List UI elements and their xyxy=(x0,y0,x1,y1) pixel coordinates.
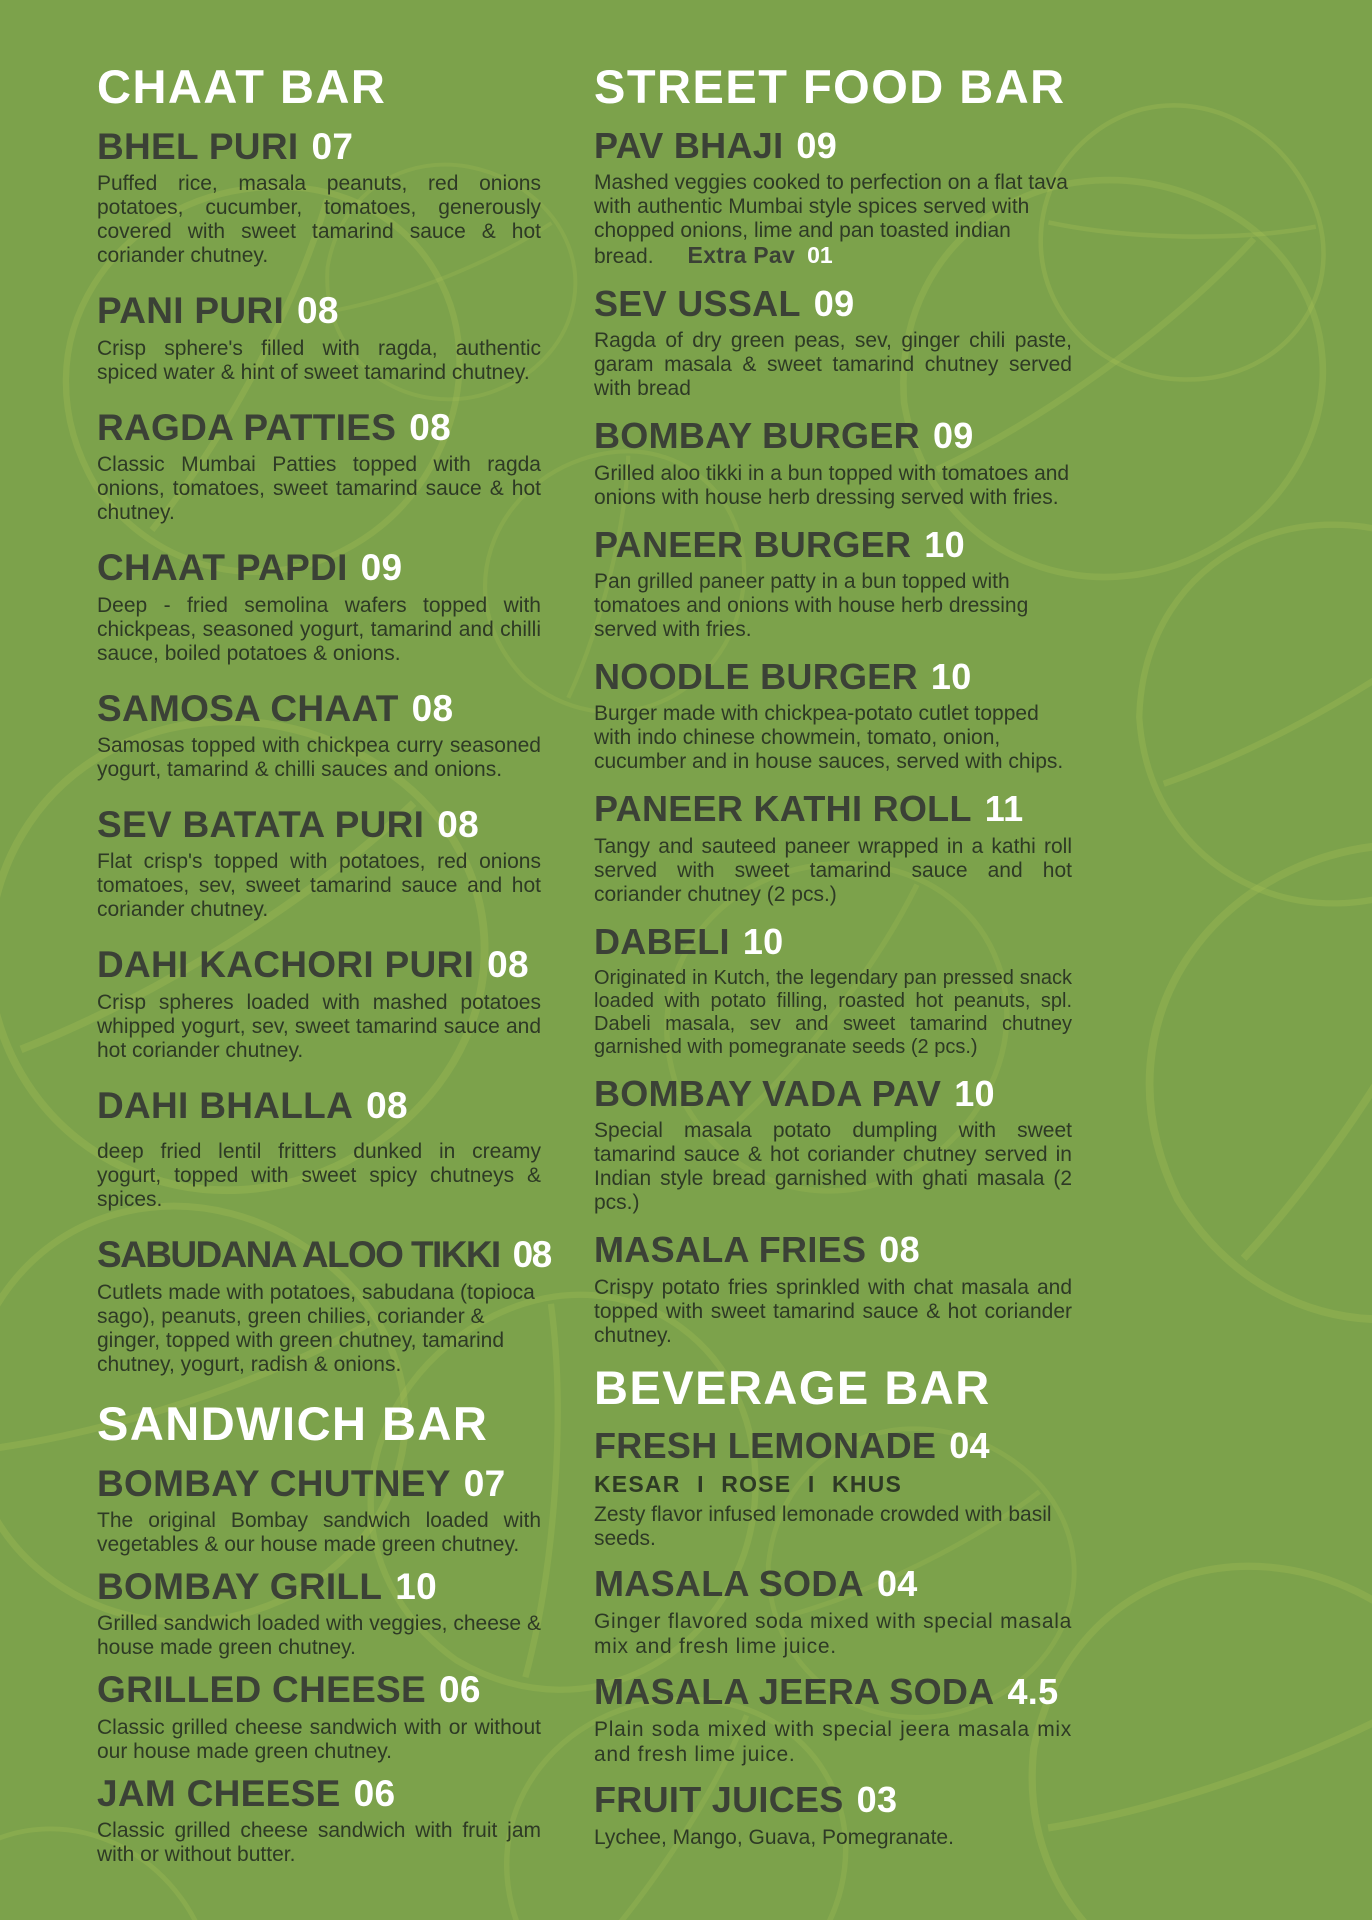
item-flavor-options: KESAR I ROSE I KHUS xyxy=(594,1470,903,1497)
menu-item-dahi-bhalla xyxy=(97,1085,541,1212)
item-description: Special masala potato dumpling with sweet tamarind sauce & hot coriander chutney served in Indian style bread garnished with ghati masala (2 pcs.) xyxy=(594,1119,1072,1215)
menu-item-dahi-kachori-puri xyxy=(97,944,541,1062)
item-description: Plain soda mixed with special jeera masala mix and fresh lime juice. xyxy=(594,1718,1072,1767)
section-sandwich-bar xyxy=(97,1396,541,1868)
item-name: PANEER BURGER xyxy=(594,523,912,565)
section-beverage-bar xyxy=(594,1360,1072,1850)
item-title xyxy=(97,1234,551,1276)
item-price: 08 xyxy=(512,1234,551,1276)
item-name: BOMBAY CHUTNEY xyxy=(97,1462,451,1504)
item-title xyxy=(97,290,541,331)
section-title-sandwich-bar: SANDWICH BAR xyxy=(97,1396,489,1450)
item-description: Pan grilled paneer patty in a bun topped with tomatoes and onions with house herb dressing served with fries. xyxy=(594,570,1029,642)
item-title xyxy=(594,1074,1072,1114)
menu-item-paneer-burger xyxy=(594,525,1072,642)
item-title xyxy=(594,922,1072,962)
item-name: DAHI KACHORI PURI xyxy=(97,944,475,986)
item-name: MASALA SODA xyxy=(594,1562,864,1604)
item-title xyxy=(594,1230,1072,1270)
item-price: 10 xyxy=(395,1566,438,1607)
section-street-food-bar xyxy=(594,62,1072,1348)
item-price: 11 xyxy=(984,788,1024,830)
item-name: FRESH LEMONADE xyxy=(594,1425,937,1467)
item-price: 09 xyxy=(796,124,838,166)
extra-pav-price: 01 xyxy=(807,242,833,269)
item-description: Burger made with chickpea-potato cutlet topped with indo chinese chowmein, tomato, onion, cucumber and in house sauces, served with chips. xyxy=(594,702,1064,774)
item-title xyxy=(594,1564,1072,1604)
item-name: SAMOSA CHAAT xyxy=(97,687,399,729)
item-name: MASALA FRIES xyxy=(594,1229,867,1271)
item-price: 09 xyxy=(813,283,855,325)
item-name: DAHI BHALLA xyxy=(97,1084,354,1126)
item-title xyxy=(594,284,1072,324)
menu-item-jam-cheese xyxy=(97,1773,541,1867)
item-title xyxy=(97,944,541,985)
item-description: Cutlets made with potatoes, sabudana (topioca sago), peanuts, green chilies, coriander & ginger, topped with green chutney, tamarind chutney, yogurt, radish & onions. xyxy=(97,1280,535,1376)
menu-item-paneer-kathi-roll xyxy=(594,789,1072,906)
item-description: Flat crisp's topped with potatoes, red onions tomatoes, sev, sweet tamarind sauce and hot coriander chutney. xyxy=(97,850,541,922)
item-name: JAM CHEESE xyxy=(97,1772,341,1814)
section-chaat-bar xyxy=(97,60,551,1377)
item-price: 08 xyxy=(409,406,451,448)
item-price: 08 xyxy=(437,804,479,845)
menu-item-noodle-burger xyxy=(594,657,1072,774)
item-title xyxy=(97,804,541,845)
item-name: SABUDANA ALOO TIKKI xyxy=(97,1234,500,1276)
item-description: Classic grilled cheese sandwich with or without our house made green chutney. xyxy=(97,1715,541,1763)
item-price: 07 xyxy=(463,1462,506,1504)
item-title xyxy=(97,1566,541,1607)
item-description-text: Mashed veggies cooked to perfection on a flat tava with authentic Mumbai style spices served with chopped onions, lime and pan toasted indian bread. xyxy=(594,171,1068,269)
item-price: 10 xyxy=(930,656,972,698)
item-price: 4.5 xyxy=(1007,1671,1059,1713)
right-column xyxy=(594,62,1072,1863)
menu-item-dabeli xyxy=(594,922,1072,1059)
menu-item-bombay-vada-pav xyxy=(594,1074,1072,1215)
item-description: Puffed rice, masala peanuts, red onions potatoes, cucumber, tomatoes, generously covered with sweet tamarind sauce & hot coriander chutney. xyxy=(97,172,541,268)
item-description: Deep - fried semolina wafers topped with chickpeas, seasoned yogurt, tamarind and chilli sauce, boiled potatoes & onions. xyxy=(97,593,541,665)
item-description: Ginger flavored soda mixed with special masala mix and fresh lime juice. xyxy=(594,1610,1072,1659)
menu-item-pani-puri xyxy=(97,290,541,384)
menu-item-sev-ussal xyxy=(594,284,1072,401)
menu-item-pav-bhaji xyxy=(594,126,1072,269)
item-price: 08 xyxy=(297,290,339,332)
item-name: PANI PURI xyxy=(97,290,285,332)
item-description: Crispy potato fries sprinkled with chat masala and topped with sweet tamarind sauce & hot coriander chutney. xyxy=(594,1275,1072,1347)
item-price: 10 xyxy=(924,523,965,565)
item-name: BOMBAY BURGER xyxy=(594,415,920,457)
menu-item-sev-batata-puri xyxy=(97,804,541,922)
item-title xyxy=(97,1669,541,1710)
item-title xyxy=(97,407,541,448)
item-price: 06 xyxy=(353,1772,396,1814)
item-description: Ragda of dry green peas, sev, ginger chili paste, garam masala & sweet tamarind chutney served with bread xyxy=(594,329,1072,401)
item-title xyxy=(97,126,541,167)
menu-item-bhel-puri xyxy=(97,126,541,268)
menu-item-bombay-burger xyxy=(594,416,1072,509)
item-title xyxy=(594,525,1072,565)
item-description: deep fried lentil fritters dunked in creamy yogurt, topped with sweet spicy chutneys & spices. xyxy=(97,1140,541,1212)
item-description: The original Bombay sandwich loaded with vegetables & our house made green chutney. xyxy=(97,1509,541,1556)
section-title-chaat-bar: CHAAT BAR xyxy=(97,60,387,113)
item-title xyxy=(97,547,541,588)
item-name: PANEER KATHI ROLL xyxy=(594,788,972,830)
item-price: 10 xyxy=(954,1073,995,1114)
item-description xyxy=(594,171,1072,269)
item-price: 09 xyxy=(360,547,403,589)
item-name: BHEL PURI xyxy=(97,125,299,167)
menu-item-chaat-papdi xyxy=(97,547,541,665)
item-name: FRUIT JUICES xyxy=(594,1779,844,1821)
item-name: PAV BHAJI xyxy=(594,124,784,166)
menu-item-fruit-juices xyxy=(594,1780,1072,1849)
item-price: 04 xyxy=(949,1425,990,1467)
item-description: Samosas topped with chickpea curry seasoned yogurt, tamarind & chilli sauces and onions. xyxy=(97,734,541,781)
item-price: 03 xyxy=(856,1779,898,1821)
item-price: 07 xyxy=(311,125,354,167)
item-description: Classic grilled cheese sandwich with fruit jam with or without butter. xyxy=(97,1819,541,1867)
item-title xyxy=(594,126,1072,166)
item-name: CHAAT PAPDI xyxy=(97,547,348,589)
item-name: SEV USSAL xyxy=(594,283,801,325)
item-description: Originated in Kutch, the legendary pan pressed snack loaded with potato filling, roasted hot peanuts, spl. Dabeli masala, sev and sweet tamarind chutney garnished with pomegranate seeds (2 pcs.) xyxy=(594,967,1072,1058)
item-description: Classic Mumbai Patties topped with ragda onions, tomatoes, sweet tamarind sauce & hot chutney. xyxy=(97,453,541,525)
item-title xyxy=(594,1672,1072,1712)
menu-item-fresh-lemonade xyxy=(594,1426,1072,1550)
menu-item-bombay-grill xyxy=(97,1566,541,1660)
item-description: Grilled sandwich loaded with veggies, cheese & house made green chutney. xyxy=(97,1612,541,1660)
item-price: 04 xyxy=(876,1562,918,1604)
item-description: Zesty flavor infused lemonade crowded with basil seeds. xyxy=(594,1502,1052,1550)
section-title-street-food-bar: STREET FOOD BAR xyxy=(594,60,1066,113)
item-name: NOODLE BURGER xyxy=(594,656,918,698)
item-price: 09 xyxy=(932,415,974,457)
item-name: DABELI xyxy=(594,920,730,962)
item-title xyxy=(594,657,1072,697)
item-price: 08 xyxy=(879,1229,920,1271)
item-title xyxy=(594,1780,1072,1820)
item-name: GRILLED CHEESE xyxy=(97,1669,427,1711)
item-description: Grilled aloo tikki in a bun topped with tomatoes and onions with house herb dressing served with fries. xyxy=(594,461,1070,509)
menu-item-ragda-patties xyxy=(97,407,541,525)
extra-pav-label: Extra Pav xyxy=(687,242,796,269)
menu-item-masala-soda xyxy=(594,1564,1072,1659)
item-name: SEV BATATA PURI xyxy=(97,804,425,845)
item-price: 08 xyxy=(366,1084,408,1126)
item-description: Crisp sphere's filled with ragda, authentic spiced water & hint of sweet tamarind chutney. xyxy=(97,336,541,384)
left-column xyxy=(97,60,551,1876)
menu-item-bombay-chutney xyxy=(97,1463,541,1557)
item-description: Tangy and sauteed paneer wrapped in a kathi roll served with sweet tamarind sauce and hot coriander chutney (2 pcs.) xyxy=(594,834,1072,906)
item-name: RAGDA PATTIES xyxy=(97,406,397,448)
item-title xyxy=(594,1426,1072,1466)
item-price: 06 xyxy=(439,1669,481,1711)
item-title xyxy=(97,1773,541,1814)
item-price: 08 xyxy=(411,687,454,729)
menu-item-sabudana-aloo-tikki xyxy=(97,1234,551,1376)
item-title xyxy=(594,416,1072,456)
item-name: MASALA JEERA SODA xyxy=(594,1671,995,1713)
item-title xyxy=(97,688,541,729)
item-description: Lychee, Mango, Guava, Pomegranate. xyxy=(594,1825,954,1849)
item-price: 08 xyxy=(487,944,529,986)
item-title xyxy=(97,1463,541,1504)
menu-item-grilled-cheese xyxy=(97,1669,541,1763)
menu-item-masala-fries xyxy=(594,1230,1072,1347)
section-title-beverage-bar: BEVERAGE BAR xyxy=(594,1360,991,1414)
item-name: BOMBAY GRILL xyxy=(97,1566,383,1607)
item-title xyxy=(97,1085,541,1126)
item-name: BOMBAY VADA PAV xyxy=(594,1073,942,1114)
menu-item-samosa-chaat xyxy=(97,688,541,782)
item-title xyxy=(594,789,1072,829)
item-description: Crisp spheres loaded with mashed potatoes whipped yogurt, sev, sweet tamarind sauce and hot coriander chutney. xyxy=(97,990,541,1062)
item-price: 10 xyxy=(742,920,784,962)
menu-item-masala-jeera-soda xyxy=(594,1672,1072,1767)
